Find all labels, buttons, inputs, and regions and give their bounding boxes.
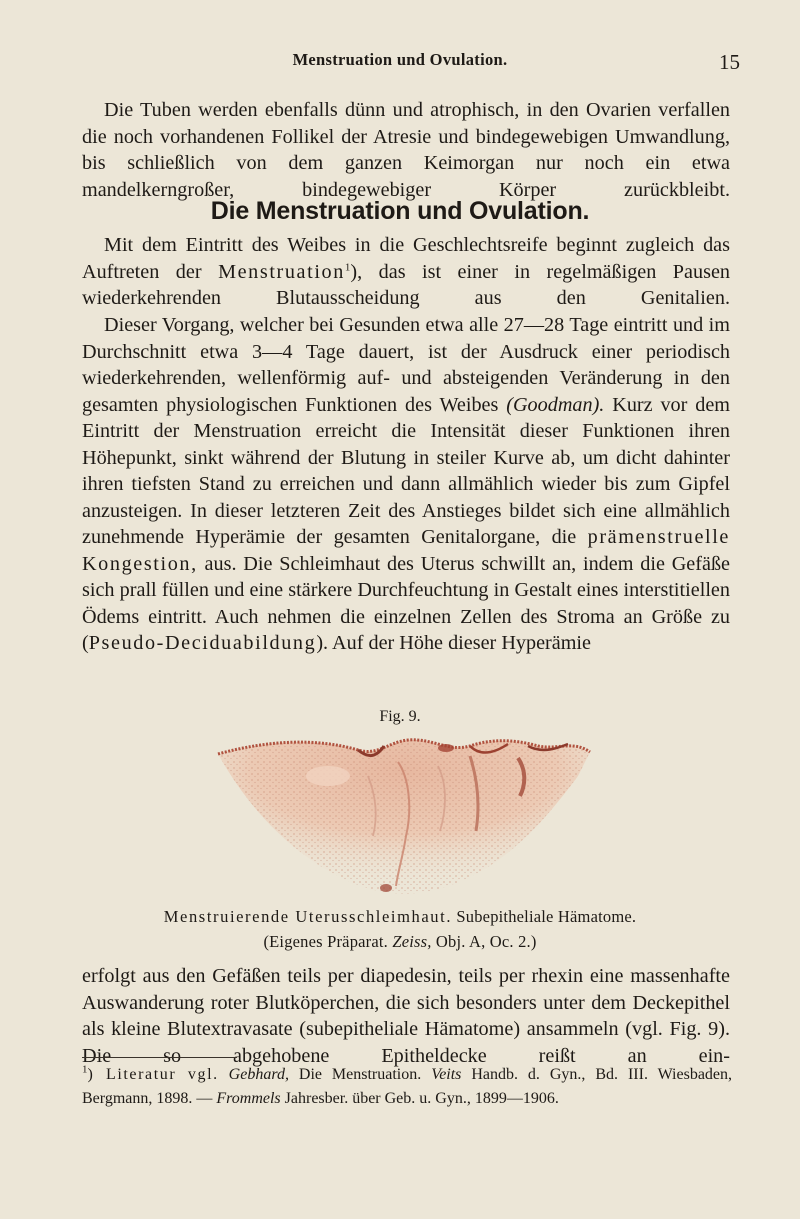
figure-label: Fig. 9. xyxy=(379,708,421,725)
caption-source-b: Obj. A, Oc. 2.) xyxy=(435,932,537,951)
caption-brand: Zeiss, xyxy=(392,932,432,951)
paragraph-vorgang xyxy=(82,312,730,657)
footnote-text-1: Die Menstruation. xyxy=(298,1066,422,1083)
footnote-lit: ) Literatur vgl. xyxy=(87,1066,219,1083)
term-menstruation: Menstruation xyxy=(218,260,345,283)
page-number: 15 xyxy=(719,50,740,74)
caption-source-a: (Eigenes Präparat. xyxy=(263,932,388,951)
p3-text-1: Dieser Vorgang, welcher bei Gesunden etwa alle 27—28 Tage eintritt und im Durchschnitt etwa 3—4 Tage dauert, ist der Ausdruck einer periodisch wiederkehrenden, wellenförmig auf- und absteigenden Veränderung in den gesamten physiologischen Funktionen des Weibes xyxy=(82,314,730,416)
term-kongestion: prämenstruelle Kongestion, xyxy=(82,526,730,575)
footnote-author-veits: Veits xyxy=(431,1066,462,1083)
caption-title: Menstruierende Uterusschleimhaut. xyxy=(163,907,453,926)
footnote-mark: 1 xyxy=(82,1063,88,1076)
p3-text-2: Kurz vor dem Eintritt der Menstruation erreicht die Intensität dieser Funktionen ihren Höhepunkt, sinkt während der Blutung in steiler Kurve ab, um dicht dahinter ihren tiefsten Stand zu erreichen und dann allmählich wieder bis zum Gipfel anzusteigen. In dieser letzteren Zeit des Anstieges bildet sich eine allmählich zunehmende Hyperämie der gesamten Genitalorgane, die xyxy=(82,393,730,548)
section-heading: Die Menstruation und Ovulation. xyxy=(210,197,590,225)
figure-micrograph xyxy=(208,736,598,901)
author-goodman: (Goodman). xyxy=(506,393,605,416)
caption-subtitle: Subepitheliale Hämatome. xyxy=(456,907,637,926)
p2-text-a: Mit dem Eintritt des Weibes in die Geschlechtsreife beginnt zugleich das Auftreten der xyxy=(82,234,730,283)
p3-text-4: ). Auf der Höhe dieser Hyperämie xyxy=(316,632,591,654)
p3-text-3: aus. Die Schleimhaut des Uterus schwillt an, indem die Gefäße sich prall füllen und eine stärkere Durchfeuchtung in Gestalt eines interstitiellen Ödems eintritt. Auch nehmen die einzelnen Zellen des Stroma an Größe zu ( xyxy=(82,552,730,654)
figure-caption-line-1 xyxy=(0,907,800,927)
footnote-author-gebhard: Gebhard, xyxy=(228,1066,289,1083)
paragraph-diapedesis: erfolgt aus den Gefäßen teils per diapedesin, teils per rhexin eine massenhafte Auswanderung roter Blutköperchen, die sich besonders unter dem Deckepithel als kleine Blutextravasate (subepitheliale Hämatome) ansammeln (vgl. Fig. 9). Die so abgehobene Epitheldecke reißt an ein- xyxy=(82,965,730,1067)
figure-caption-line-2 xyxy=(0,932,800,952)
footnote-ref: 1 xyxy=(344,260,351,273)
paragraph-menstruation-intro xyxy=(82,232,730,312)
p2-text-b: ), das ist einer in regelmäßigen Pausen wiederkehrenden Blutausscheidung aus den Genitalien. xyxy=(82,260,731,309)
footnote-text-2: Handb. d. Gyn., Bd. III. Wiesbaden, Bergmann, 1898. — xyxy=(82,1066,733,1107)
footnote xyxy=(82,1063,732,1111)
footnote-author-frommels: Frommels xyxy=(216,1090,281,1107)
running-head xyxy=(0,50,800,74)
footnote-divider xyxy=(82,1057,237,1058)
term-pseudo-decidua: Pseudo-Deciduabildung xyxy=(88,632,317,654)
paragraph-tuben: Die Tuben werden ebenfalls dünn und atrophisch, in den Ovarien verfallen die noch vorhandenen Follikel der Atresie und bindegewebigen Umwandlung, bis schließlich von dem ganzen Keimorgan nur noch ein etwa mandelkerngroßer, bindegewebiger Körper zurückbleibt. xyxy=(82,99,730,201)
micrograph-image xyxy=(208,736,598,901)
running-title: Menstruation und Ovulation. xyxy=(292,50,508,69)
footnote-text-3: Jahresber. über Geb. u. Gyn., 1899—1906. xyxy=(284,1090,559,1107)
